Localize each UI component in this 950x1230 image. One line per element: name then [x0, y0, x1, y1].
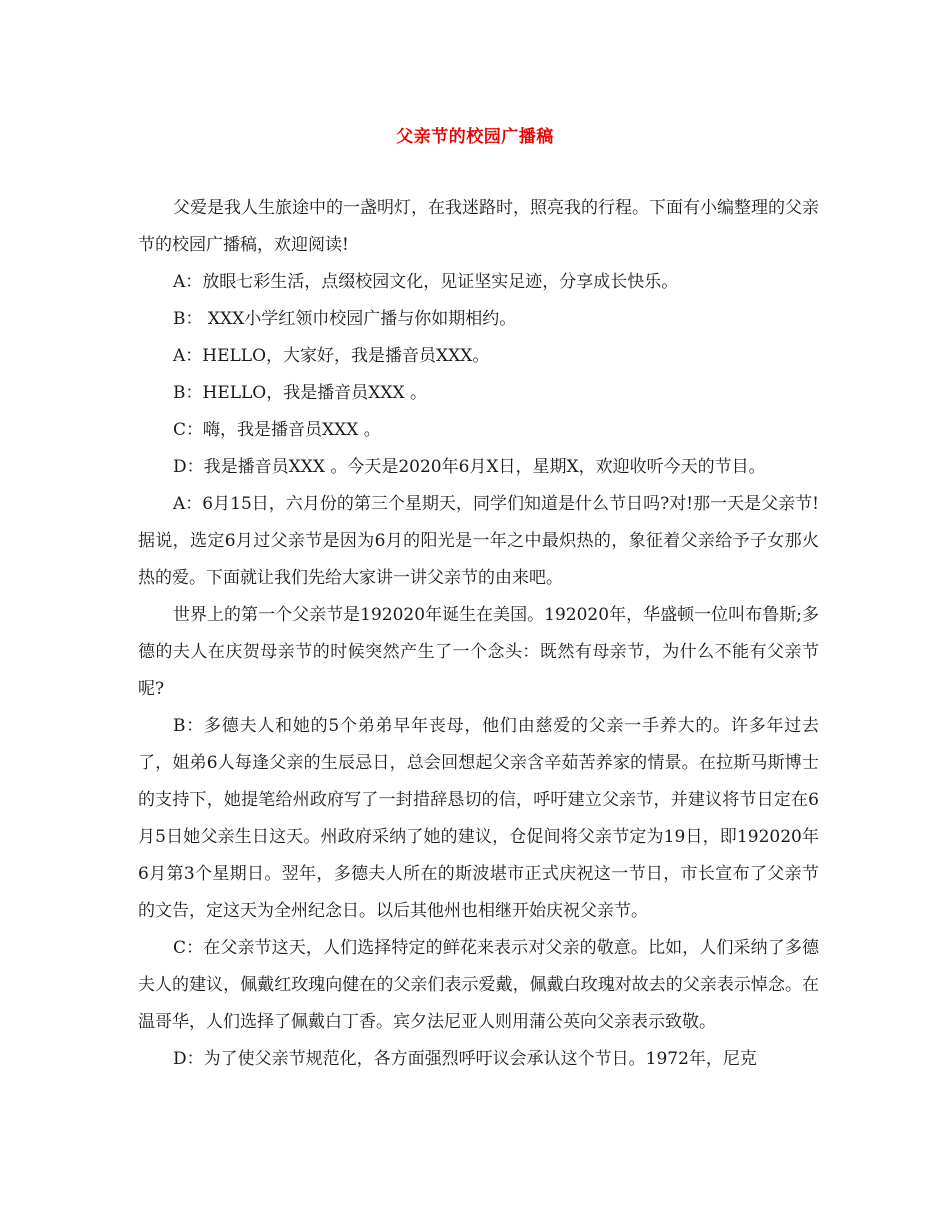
paragraph-d-congress: D：为了使父亲节规范化，各方面强烈呼吁议会承认这个节日。1972年，尼克	[173, 1049, 757, 1069]
document-body	[138, 190, 819, 1078]
paragraph-b-opening: B： XXX小学红领巾校园广播与你如期相约。	[173, 309, 517, 329]
paragraph-c-flowers: C：在父亲节这天，人们选择特定的鲜花来表示对父亲的敬意。比如，人们采纳了多德夫人的建议，佩戴红玫瑰向健在的父亲们表示爱戴，佩戴白玫瑰对故去的父亲表示悼念。在温哥华，人们选择了佩戴白丁香。宾夕法尼亚人则用蒲公英向父亲表示致敬。	[138, 938, 819, 1032]
paragraph-b-hello: B：HELLO，我是播音员XXX 。	[173, 383, 427, 403]
paragraph-c-hello: C：嗨，我是播音员XXX 。	[173, 420, 381, 440]
paragraph-first-fathers-day: 世界上的第一个父亲节是192020年诞生在美国。192020年，华盛顿一位叫布鲁斯;多德的夫人在庆贺母亲节的时候突然产生了一个念头：既然有母亲节，为什么不能有父亲节呢?	[138, 605, 819, 699]
paragraph-intro: 父爱是我人生旅途中的一盏明灯，在我迷路时，照亮我的行程。下面有小编整理的父亲节的校园广播稿，欢迎阅读!	[138, 198, 819, 255]
document-title: 父亲节的校园广播稿	[396, 127, 554, 147]
paragraph-a-opening: A：放眼七彩生活，点缀校园文化，见证坚实足迹，分享成长快乐。	[173, 272, 679, 292]
paragraph-a-hello: A：HELLO，大家好，我是播音员XXX。	[173, 346, 490, 366]
paragraph-b-dodd: B：多德夫人和她的5个弟弟早年丧母，他们由慈爱的父亲一手养大的。许多年过去了，姐弟6人每逢父亲的生辰忌日，总会回想起父亲含辛茹苦养家的情景。在拉斯马斯博士的支持下，她提笔给州政府写了一封措辞恳切的信，呼吁建立父亲节，并建议将节日定在6月5日她父亲生日这天。州政府采纳了她的建议，仓促间将父亲节定为19日，即192020年6月第3个星期日。翌年，多德夫人所在的斯波堪市正式庆祝这一节日，市长宣布了父亲节的文告，定这天为全州纪念日。以后其他州也相继开始庆祝父亲节。	[138, 716, 819, 921]
paragraph-d-hello: D：我是播音员XXX 。今天是2020年6月X日，星期X，欢迎收听今天的节目。	[173, 457, 766, 477]
paragraph-a-fathers-day: A：6月15日，六月份的第三个星期天，同学们知道是什么节日吗?对!那一天是父亲节!据说，选定6月过父亲节是因为6月的阳光是一年之中最炽热的，象征着父亲给予子女那火热的爱。下面就让我们先给大家讲一讲父亲节的由来吧。	[138, 494, 819, 588]
